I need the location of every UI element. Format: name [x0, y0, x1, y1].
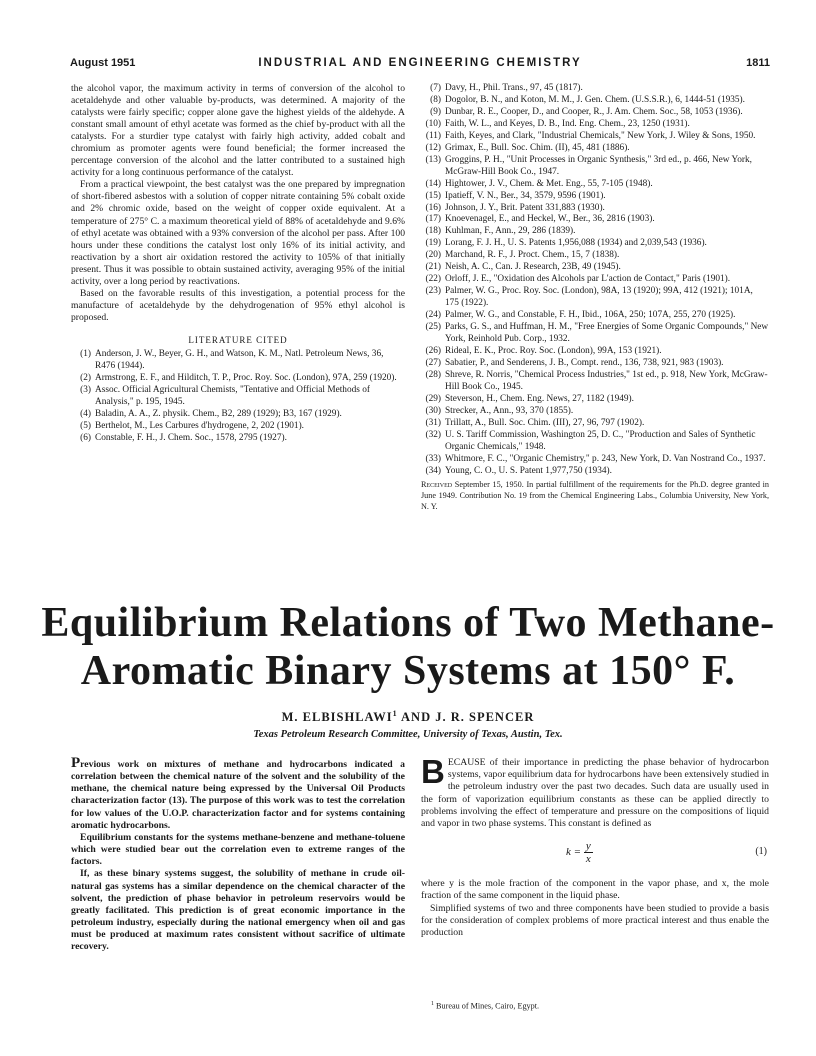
- abstract-paragraph: Equilibrium constants for the systems methane-benzene and methane-toluene which were studied bear out the correlation even to extreme ranges of the factors.: [71, 831, 405, 868]
- reference-item: (10) Faith, W. L., and Keyes, D. B., Ind. Eng. Chem., 23, 1250 (1931).: [425, 118, 690, 129]
- reference-item: (1) Anderson, J. W., Beyer, G. H., and Watson, K. M., Natl. Petroleum News, 36, R476 (1944).: [80, 348, 384, 371]
- journal-name: INDUSTRIAL AND ENGINEERING CHEMISTRY: [258, 57, 582, 69]
- article-title-line-1: Equilibrium Relations of Two Methane-: [41, 600, 775, 646]
- reference-item: (2) Armstrong, E. F., and Hilditch, T. P., Proc. Roy. Soc. (London), 97A, 259 (1920).: [80, 372, 397, 383]
- reference-item: (23) Palmer, W. G., Proc. Roy. Soc. (London), 98A, 13 (1920); 99A, 412 (1921); 101A, 175 (1922).: [425, 286, 753, 309]
- author-footnote: [431, 1001, 539, 1011]
- intro-paragraph: Simplified systems of two and three components have been studied to provide a basis for the consideration of complex problems of more practical interest and thus enable the production: [421, 902, 769, 939]
- introduction: [421, 753, 769, 939]
- equation-1: [421, 836, 769, 872]
- conclusion-paragraph: From a practical viewpoint, the best catalyst was the one prepared by impregnation of short-fibered asbestos with a solution of copper nitrate containing 5% cobalt oxide and 2% chromic oxide, based on the weight of copper oxide equivalent. At a temperature of 275° C. a maximum theoretical yield of 88% of acetaldehyde and 9.6% of ethyl acetate was obtained with a 93% conversion of the alcohol per pass. After 100 hours under these conditions the catalyst lost only 16% of its initial activity, and reactivation by a short air oxidation restored the activity to 105% of that initially present. Thus it was possible to obtain sustained activity, averaging 95% of the initial activity, over a long period by reactivations.: [71, 179, 405, 287]
- reference-item: (7) Davy, H., Phil. Trans., 97, 45 (1817).: [430, 83, 583, 93]
- reference-item: (22) Orloff, J. E., "Oxidation des Alcohols par L'action de Contact," Paris (1901).: [425, 274, 731, 285]
- reference-item: (24) Palmer, W. G., and Constable, F. H., Ibid., 106A, 250; 107A, 255, 270 (1925).: [425, 310, 736, 321]
- equation-lhs: k =: [566, 846, 582, 859]
- equation-denominator: x: [585, 853, 591, 866]
- reference-item: (30) Strecker, A., Ann., 93, 370 (1855).: [425, 405, 574, 416]
- page-number: 1811: [746, 57, 770, 69]
- reference-item: (14) Hightower, J. V., Chem. & Met. Eng., 55, 7-105 (1948).: [425, 178, 653, 189]
- reference-item: (3) Assoc. Official Agricultural Chemists, "Tentative and Official Methods of Analysis," p. 195, 1945.: [80, 384, 370, 407]
- reference-item: (17) Knoevenagel, E., and Heckel, W., Ber., 36, 2816 (1903).: [425, 214, 655, 225]
- equation-fraction: [584, 840, 593, 865]
- reference-item: (13) Groggins, P. H., "Unit Processes in Organic Synthesis," 3rd ed., p. 466, New York, McGraw-Hill Book Co., 1947.: [425, 154, 752, 177]
- abstract: [71, 757, 405, 954]
- reference-item: (29) Steverson, H., Chem. Eng. News, 27, 1182 (1949).: [425, 393, 634, 404]
- reference-item: (6) Constable, F. H., J. Chem. Soc., 1578, 2795 (1927).: [80, 432, 287, 443]
- reference-item: (12) Grimax, E., Bull. Soc. Chim. (II), 45, 481 (1886).: [425, 142, 630, 153]
- reference-item: (31) Trillatt, A., Bull. Soc. Chim. (III), 27, 96, 797 (1902).: [425, 417, 645, 428]
- received-note: [421, 480, 769, 512]
- reference-item: (5) Berthelot, M., Les Carbures d'hydrogene, 2, 202 (1901).: [80, 420, 305, 431]
- reference-item: (34) Young, C. O., U. S. Patent 1,977,750 (1934).: [425, 465, 612, 476]
- equation-number: (1): [755, 846, 767, 858]
- reference-item: (18) Kuhlman, F., Ann., 29, 286 (1839).: [425, 226, 576, 237]
- issue-date: August 1951: [70, 57, 136, 69]
- intro-paragraph: where y is the mole fraction of the component in the vapor phase, and x, the mole fraction of the same component in the liquid phase.: [421, 878, 769, 902]
- reference-item: (11) Faith, Keyes, and Clark, "Industrial Chemicals," New York, J. Wiley & Sons, 1950.: [425, 130, 756, 141]
- reference-item: (27) Sabatier, P., and Senderens, J. B., Compt. rend., 136, 738, 921, 983 (1903).: [425, 357, 724, 368]
- abstract-initial: P: [71, 755, 81, 771]
- intro-paragraph: BECAUSE of their importance in predicting the phase behavior of hydrocarbon systems, vapor equilibrium data for hydrocarbons have been extensively studied in the petroleum industry over the past two decades. Such data are usually used in the form of vaporization equilibrium constants as these can be applied directly to problems involving the effect of temperature and pressure on the compositions of liquid and vapor in two phase systems. This constant is defined as: [421, 753, 769, 830]
- author-name: J. R. SPENCER: [435, 710, 535, 725]
- reference-item: (8) Dogolor, B. N., and Koton, M. M., J. Gen. Chem. (U.S.S.R.), 6, 1444-51 (1935).: [430, 94, 745, 105]
- running-header: [70, 57, 770, 73]
- abstract-paragraph: Previous work on mixtures of methane and hydrocarbons indicated a correlation between the chemical nature of the solvent and the solubility of the methane, the chemical nature being expressed by the Universal Oil Products characterization factor (13). The purpose of this work was to test the correlation for low values of the U.O.P. characterization factor and for systems containing aromatic hydrocarbons.: [71, 755, 405, 831]
- reference-item: (19) Lorang, F. J. H., U. S. Patents 1,956,088 (1934) and 2,039,543 (1936).: [425, 238, 707, 249]
- reference-item: (26) Rideal, E. K., Proc. Roy. Soc. (London), 99A, 153 (1921).: [425, 345, 662, 356]
- reference-list-continued: [421, 83, 769, 477]
- reference-item: (32) U. S. Tariff Commission, Washington 25, D. C., "Production and Sales of Synthetic Organic Chemicals," 1948.: [425, 429, 756, 452]
- author-conjunction: AND: [401, 710, 432, 725]
- reference-item: (21) Neish, A. C., Can. J. Research, 23B, 49 (1945).: [425, 262, 621, 273]
- literature-cited-heading: LITERATURE CITED: [188, 334, 288, 345]
- reference-item: (9) Dunbar, R. E., Cooper, D., and Cooper, R., J. Am. Chem. Soc., 58, 1053 (1936).: [430, 106, 743, 117]
- drop-cap: B: [421, 753, 445, 790]
- conclusion-paragraph: Based on the favorable results of this investigation, a potential process for the manufacture of acetaldehyde by the dehydrogenation of 95% ethyl alcohol is proposed.: [71, 287, 405, 323]
- previous-article-left-column: [71, 83, 405, 445]
- footnote-text: Bureau of Mines, Cairo, Egypt.: [436, 1001, 540, 1011]
- equation-formula: [566, 840, 593, 865]
- author-line: [0, 709, 816, 725]
- footnote-mark: 1: [431, 1001, 434, 1007]
- conclusion-paragraph: the alcohol vapor, the maximum activity in terms of conversion of the alcohol to acetaldehyde and other valuable by-products, was determined. A majority of the catalysts were fairly specific; copper alone gave the highest yields of the aldehyde. A constant small amount of ethyl acetate was formed as the chief by-product with all the catalysts. For a sturdier type catalyst with fairly high activity, added cobalt and chromium as promoter agents were found beneficial; the former increased the percentage conversion of the alcohol and the latter contributed to a sustained high activity for a long continuous performance of the catalyst.: [71, 83, 405, 179]
- abstract-paragraph: If, as these binary systems suggest, the solubility of methane in crude oil-natural gas systems has a similar dependence on the chemical character of the solvent, the prediction of phase behavior in petroleum reservoirs would be greatly facilitated. This prediction is of great economic importance in the petroleum industry, especially during the national emergency when oil and gas must be produced at maximum rates consistent without sacrifice of ultimate recovery.: [71, 868, 405, 953]
- reference-item: (25) Parks, G. S., and Huffman, H. M., "Free Energies of Some Organic Compounds," New York, Reinhold Pub. Corp., 1932.: [425, 322, 769, 345]
- received-text: September 15, 1950. In partial fulfillment of the requirements for the Ph.D. degree granted in June 1949. Contribution No. 19 from the Chemical Engineering Labs., Columbia University, New York, N. Y.: [421, 480, 770, 511]
- reference-item: (15) Ipatieff, V. N., Ber., 34, 3579, 9596 (1901).: [425, 190, 606, 201]
- reference-list: [71, 349, 405, 445]
- reference-item: (28) Shreve, R. Norris, "Chemical Process Industries," 1st ed., p. 918, New York, McGraw-Hill Book Co., 1945.: [425, 369, 768, 392]
- reference-item: (33) Whitmore, F. C., "Organic Chemistry," p. 243, New York, D. Van Nostrand Co., 1937.: [425, 453, 766, 464]
- article-title-line-2: Aromatic Binary Systems at 150° F.: [80, 648, 736, 694]
- received-label: Received: [421, 480, 453, 490]
- reference-item: (16) Johnson, J. Y., Brit. Patent 331,883 (1930).: [425, 202, 605, 213]
- author-footnote-mark: 1: [392, 709, 398, 718]
- author-name: M. ELBISHLAWI: [281, 710, 393, 725]
- reference-item: (4) Baladin, A. A., Z. physik. Chem., B2, 289 (1929); B3, 167 (1929).: [80, 408, 342, 419]
- reference-item: (20) Marchand, R. F., J. Proct. Chem., 15, 7 (1838).: [425, 250, 620, 261]
- author-affiliation: Texas Petroleum Research Committee, University of Texas, Austin, Tex.: [253, 729, 563, 740]
- previous-article-right-column: [421, 83, 769, 512]
- equation-numerator: y: [585, 840, 591, 853]
